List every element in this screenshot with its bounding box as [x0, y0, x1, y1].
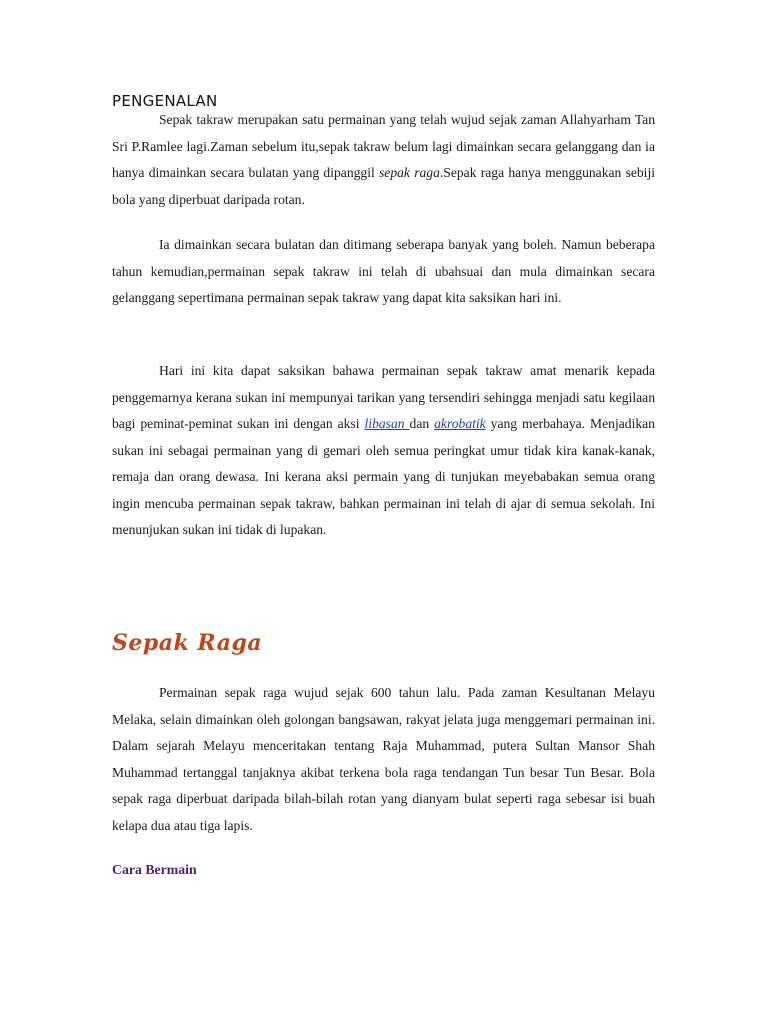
paragraph-2: Ia dimainkan secara bulatan dan ditimang seberapa banyak yang boleh. Namun beberapa tahun kemudian,permainan sepak takraw ini telah di ubahsuai dan mula dimainkan secara gelanggang sepertimana permainan sepak takraw yang dapat kita saksikan hari ini. [112, 237, 655, 305]
paragraph-3-text-between: dan [409, 416, 435, 431]
intro-text-end: .Sepak raga hanya menggunakan sebiji bola yang diperbuat daripada rotan. [112, 165, 656, 207]
paragraph-3-text-start: Hari ini kita dapat saksikan bahawa permainan sepak takraw amat menarik kepada penggemarnya kerana sukan ini mempunyai tarikan yang tersendiri sehingga menjadi satu kegilaan bagi peminat-peminat sukan ini dengan aksi [112, 363, 655, 431]
link-akrobatik[interactable]: akrobatik [434, 416, 486, 431]
link-libasan[interactable]: libasan [364, 416, 410, 431]
intro-italic-term: sepak raga [379, 165, 440, 180]
section-title-sepak-raga: Sepak Raga [112, 630, 263, 656]
sub-heading-cara-bermain: Cara Bermain [112, 862, 197, 877]
heading-pengenalan: PENGENALAN [112, 92, 218, 110]
paragraph-3-text-end: yang merbahaya. Menjadikan sukan ini sebagai permainan yang di gemari oleh semua peringkat umur tidak kira kanak-kanak, remaja dan orang dewasa. Ini kerana aksi permain yang di tunjukan meyebabakan semua orang ingin mencuba permainan sepak takraw, bahkan permainan ini telah di ajar di semua sekolah. Ini menunjukan sukan ini tidak di lupakan. [112, 416, 655, 537]
paragraph-3 [112, 358, 655, 544]
section-paragraph: Permainan sepak raga wujud sejak 600 tahun lalu. Pada zaman Kesultanan Melayu Melaka, selain dimainkan oleh golongan bangsawan, rakyat jelata juga menggemari permainan ini. Dalam sejarah Melayu menceritakan tentang Raja Muhammad, putera Sultan Mansor Shah Muhammad tertanggal tanjaknya akibat terkena bola raga tendangan Tun besar Tun Besar. Bola sepak raga diperbuat daripada bilah-bilah rotan yang dianyam bulat seperti raga sebesar isi buah kelapa dua atau tiga lapis. [112, 685, 655, 833]
intro-text-start: Sepak takraw merupakan satu permainan yang telah wujud sejak zaman Allahyarham Tan Sri P.Ramlee lagi.Zaman sebelum itu,sepak takraw belum lagi dimainkan secara gelanggang dan ia hanya dimainkan secara bulatan yang dipanggil [112, 112, 655, 180]
intro-paragraph [112, 107, 655, 213]
